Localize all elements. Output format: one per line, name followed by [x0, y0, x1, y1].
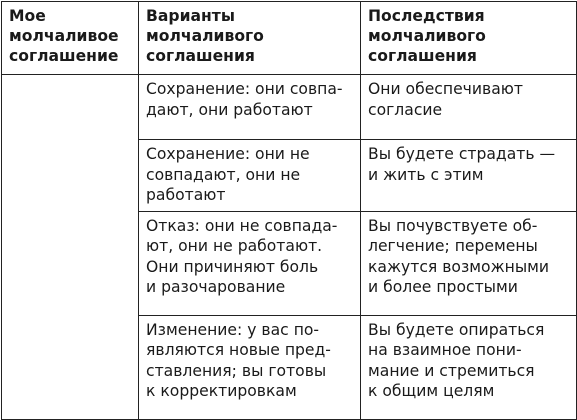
consequence-cell: Вы будете опираться на взаимное пони- мание и стремиться к общим целям	[361, 315, 577, 419]
header-my-agreement: Мое молчаливое соглашение	[2, 2, 139, 75]
header-consequences: Последствия молчаливого соглашения	[361, 2, 577, 75]
consequence-cell: Вы будете страдать — и жить с этим	[361, 140, 577, 212]
option-cell: Отказ: они не совпада- ют, они не работают. Они причиняют боль и разочарование	[139, 211, 361, 315]
option-cell: Изменение: у вас по- являются новые пред- ставления; вы готовы к корректировкам	[139, 315, 361, 419]
option-cell: Сохранение: они совпа- дают, они работают	[139, 75, 361, 140]
header-options: Варианты молчаливого соглашения	[139, 2, 361, 75]
table-row	[2, 75, 577, 140]
option-cell: Сохранение: они не совпадают, они не работают	[139, 140, 361, 212]
my-agreement-cell	[2, 75, 139, 420]
header-row	[2, 2, 577, 75]
agreement-table	[1, 1, 577, 420]
consequence-cell: Они обеспечивают согласие	[361, 75, 577, 140]
consequence-cell: Вы почувствуете об- легчение; перемены кажутся возможными и более простыми	[361, 211, 577, 315]
